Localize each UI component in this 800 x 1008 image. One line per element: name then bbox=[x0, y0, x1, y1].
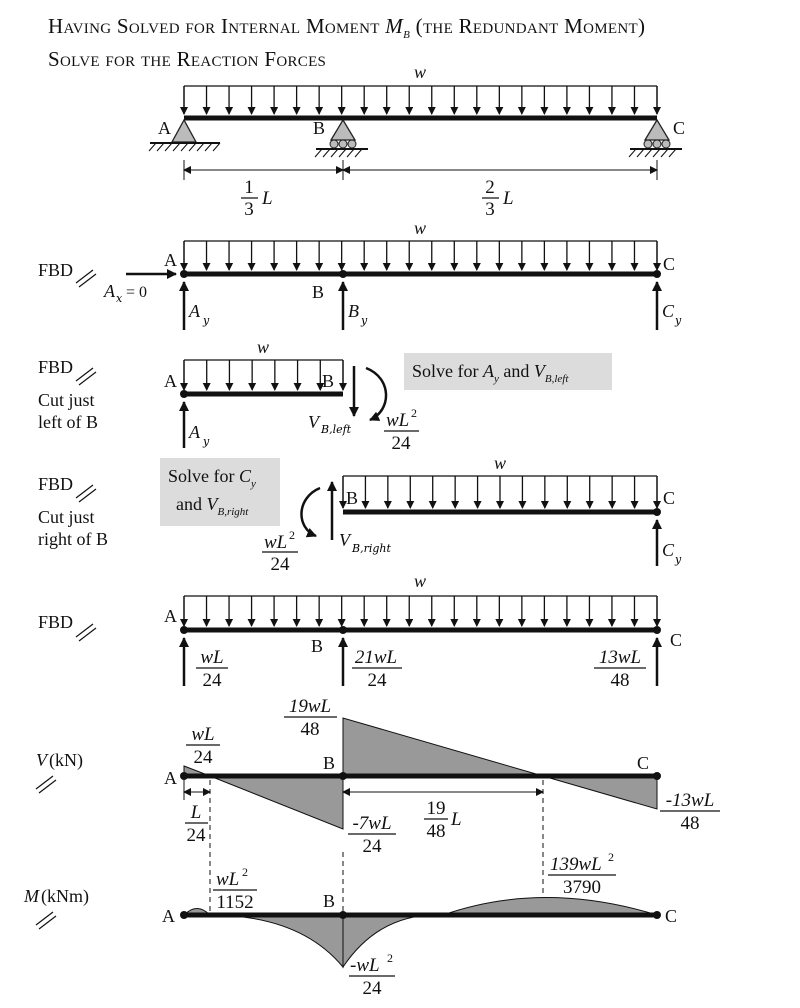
by-symbol: B bbox=[348, 301, 359, 321]
zero-crossing-2-fraction bbox=[424, 798, 462, 842]
label-b-fbd2: B bbox=[322, 371, 335, 391]
shear-label-b: B bbox=[323, 753, 336, 773]
label-b: B bbox=[313, 118, 326, 138]
moment-title: M (kNm) bbox=[24, 886, 89, 906]
label-c-fbd1: C bbox=[663, 254, 676, 274]
svg-text:24: 24 bbox=[193, 747, 213, 768]
heading-line-1: Having Solved for Internal Moment $M_B$ (the Redundant Moment) bbox=[48, 14, 646, 42]
shear-value-a bbox=[186, 724, 220, 768]
fbd-cut-left bbox=[38, 337, 612, 454]
v-right-symbol: V bbox=[339, 530, 350, 550]
note-right-line-1: Solve for $C_y$ bbox=[168, 466, 256, 490]
svg-text:139wL: 139wL bbox=[550, 854, 602, 875]
fbd-full-beam bbox=[38, 218, 682, 330]
svg-text:L: L bbox=[190, 802, 202, 823]
shear-title: V (kN) bbox=[36, 750, 83, 770]
svg-text:3: 3 bbox=[485, 199, 495, 220]
label-a-fbd2: A bbox=[164, 371, 177, 391]
fbd-title-4: FBD bbox=[38, 612, 74, 632]
shear-value-b-bottom bbox=[348, 813, 396, 857]
moment-label-a: A bbox=[162, 906, 175, 926]
svg-text:L: L bbox=[503, 188, 514, 209]
svg-text:B,right: B,right bbox=[352, 542, 391, 555]
distributed-load-fbd1 bbox=[184, 241, 657, 270]
svg-text:wL: wL bbox=[216, 869, 240, 890]
distributed-load bbox=[184, 86, 657, 114]
svg-text:48: 48 bbox=[610, 670, 630, 691]
moment-value-2 bbox=[548, 850, 616, 898]
svg-text:y: y bbox=[675, 314, 682, 327]
reaction-a-fraction bbox=[196, 647, 228, 691]
svg-text:3: 3 bbox=[244, 199, 254, 220]
svg-text:24: 24 bbox=[202, 670, 222, 691]
shear-label-a: A bbox=[164, 768, 177, 788]
svg-text:x: x bbox=[116, 292, 123, 305]
fbd-slash-icon bbox=[76, 270, 96, 287]
load-label-fbd3: w bbox=[494, 453, 507, 473]
shear-label-c: C bbox=[637, 753, 650, 773]
shear-value-c bbox=[660, 790, 720, 834]
load-label-fbd2: w bbox=[257, 337, 270, 357]
label-a-fbd1: A bbox=[164, 250, 177, 270]
svg-text:-13wL: -13wL bbox=[665, 790, 715, 811]
moment-arrow-right bbox=[301, 488, 320, 536]
moment-diagram bbox=[23, 850, 677, 999]
cut-note-line-1: Cut just bbox=[38, 507, 95, 527]
svg-text:2: 2 bbox=[608, 850, 614, 864]
note-right-line-2: and $V_{B,right}$ bbox=[176, 494, 249, 518]
svg-text:wL: wL bbox=[264, 532, 288, 553]
svg-text:19: 19 bbox=[426, 798, 446, 819]
svg-text:wL: wL bbox=[386, 410, 410, 431]
svg-text:A: A bbox=[189, 422, 200, 442]
distributed-load-fbd4 bbox=[184, 596, 657, 626]
svg-text:21wL: 21wL bbox=[354, 647, 398, 668]
svg-text:48: 48 bbox=[426, 821, 446, 842]
ax-value: = 0 bbox=[126, 284, 148, 301]
beam-section bbox=[149, 62, 685, 220]
shear-diagram bbox=[36, 696, 720, 915]
svg-text:y: y bbox=[361, 314, 368, 327]
svg-text:48: 48 bbox=[680, 813, 700, 834]
svg-text:2: 2 bbox=[485, 177, 495, 198]
fbd-cut-right bbox=[38, 453, 682, 575]
svg-text:-7wL: -7wL bbox=[352, 813, 392, 834]
distributed-load-fbd2 bbox=[184, 360, 343, 390]
svg-text:2: 2 bbox=[411, 406, 417, 420]
ground-hatch-b bbox=[315, 149, 362, 157]
svg-text:y: y bbox=[203, 435, 210, 448]
svg-text:wL: wL bbox=[200, 647, 224, 668]
ground-hatch-c bbox=[629, 149, 676, 157]
heading-line-2: Solve for the Reaction Forces bbox=[48, 47, 327, 72]
fbd-slash-icon bbox=[76, 368, 96, 385]
moment-value-1 bbox=[213, 865, 257, 913]
note-left: Solve for $A_y$ and $V_{B,left}$ bbox=[412, 361, 569, 385]
label-a: A bbox=[158, 118, 171, 138]
svg-text:-wL: -wL bbox=[350, 955, 380, 976]
fbd-title-3: FBD bbox=[38, 474, 74, 494]
svg-text:2: 2 bbox=[242, 865, 248, 879]
reaction-b-fraction bbox=[352, 647, 402, 691]
ay-symbol: A bbox=[189, 301, 200, 321]
svg-text:2: 2 bbox=[289, 528, 295, 542]
svg-text:24: 24 bbox=[270, 554, 290, 575]
shear-region-2 bbox=[210, 776, 343, 829]
svg-text:24: 24 bbox=[362, 978, 382, 999]
svg-text:1152: 1152 bbox=[216, 892, 254, 913]
shear-region-4 bbox=[543, 776, 657, 809]
svg-text:C: C bbox=[662, 540, 675, 560]
diagram-slash-icon bbox=[36, 776, 56, 793]
span-1-fraction bbox=[241, 177, 273, 220]
moment-fraction-fbd3 bbox=[262, 528, 298, 575]
ground-hatch-a bbox=[149, 143, 220, 151]
label-b-fbd4: B bbox=[311, 636, 324, 656]
fbd-title-1: FBD bbox=[38, 260, 74, 280]
shear-region-3 bbox=[343, 718, 543, 776]
svg-text:y: y bbox=[675, 553, 682, 566]
svg-text:48: 48 bbox=[300, 719, 320, 740]
ax-symbol: A bbox=[104, 281, 115, 301]
svg-text:2: 2 bbox=[387, 951, 393, 965]
label-b-fbd1: B bbox=[312, 282, 325, 302]
moment-fraction-fbd2 bbox=[384, 406, 419, 454]
shear-value-b-top bbox=[284, 696, 337, 740]
svg-text:24: 24 bbox=[186, 825, 206, 846]
svg-text:1: 1 bbox=[244, 177, 254, 198]
cy-symbol: C bbox=[662, 301, 675, 321]
load-label-fbd4: w bbox=[414, 571, 427, 591]
fbd-slash-icon bbox=[76, 485, 96, 502]
svg-text:y: y bbox=[203, 314, 210, 327]
zero-crossing-1-fraction bbox=[185, 802, 208, 846]
fbd-slash-icon bbox=[76, 624, 96, 641]
moment-label-c: C bbox=[665, 906, 678, 926]
label-a-fbd4: A bbox=[164, 606, 177, 626]
svg-text:24: 24 bbox=[362, 836, 382, 857]
cut-note-line-1: Cut just bbox=[38, 390, 95, 410]
label-b-fbd3: B bbox=[346, 488, 359, 508]
diagram-slash-icon bbox=[36, 912, 56, 929]
cut-note-line-2: left of B bbox=[38, 412, 98, 432]
distributed-load-fbd3 bbox=[343, 476, 657, 508]
moment-region-4 bbox=[443, 898, 657, 916]
label-c-fbd4: C bbox=[670, 630, 683, 650]
moment-label-b: B bbox=[323, 891, 336, 911]
label-c: C bbox=[673, 118, 686, 138]
svg-text:19wL: 19wL bbox=[288, 696, 332, 717]
svg-text:24: 24 bbox=[367, 670, 387, 691]
svg-text:wL: wL bbox=[191, 724, 215, 745]
span-2-fraction bbox=[482, 177, 514, 220]
load-label-fbd1: w bbox=[414, 218, 427, 238]
svg-text:3790: 3790 bbox=[563, 877, 601, 898]
cut-note-line-2: right of B bbox=[38, 529, 108, 549]
moment-value-b bbox=[349, 951, 395, 999]
moment-region-2 bbox=[210, 915, 343, 967]
fbd-title-2: FBD bbox=[38, 357, 74, 377]
label-c-fbd3: C bbox=[663, 488, 676, 508]
fbd-reactions bbox=[38, 571, 682, 691]
svg-text:L: L bbox=[451, 809, 462, 830]
svg-text:L: L bbox=[262, 188, 273, 209]
load-label: w bbox=[414, 62, 427, 82]
moment-arrow-left bbox=[366, 368, 386, 420]
svg-text:24: 24 bbox=[391, 433, 411, 454]
reaction-c-fraction bbox=[594, 647, 646, 691]
v-left-symbol: V bbox=[308, 412, 319, 432]
svg-text:B,left: B,left bbox=[321, 423, 352, 436]
svg-text:13wL: 13wL bbox=[598, 647, 642, 668]
